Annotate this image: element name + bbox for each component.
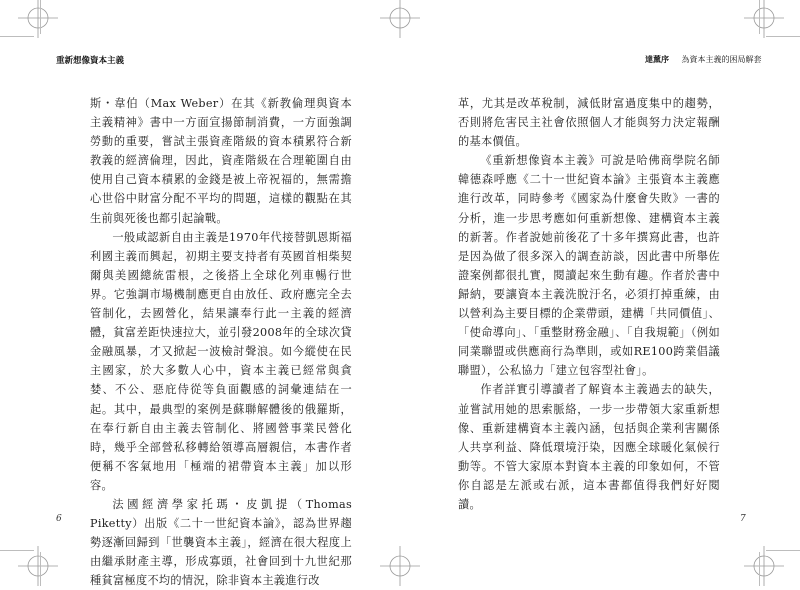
paragraph: 《重新想像資本主義》可說是哈佛商學院名師韓德森呼應《二十一世紀資本論》主張資本主義應進行改革，同時參考《國家為什麼會失敗》一書的分析，進一步思考應如何重新想像、建構資本主義的新著。作者說她前後花了十多年撰寫此書，也許是因為做了很多深入的調查訪談，因此書中所舉佐證案例都很扎實，閱讀起來生動有趣。作者於書中歸納，要讓資本主義洗脫汙名，必須打掉重練，由以營利為主要目標的企業帶頭，建構「共同價值」、「使命導向」、「重整財務金融」、「自我規範」（例如同業聯盟或供應商行為準則，或如RE100跨業倡議聯盟），公私協力「建立包容型社會」。 [458, 154, 720, 378]
paragraph: 革，尤其是改革稅制，減低財富過度集中的趨勢，否則將危害民主社會依照個人才能與努力決定報酬的基本價值。 [458, 97, 720, 149]
crop-mark [0, 36, 34, 37]
crop-mark [766, 36, 800, 37]
registration-mark-top-center-icon [380, 0, 420, 38]
crop-mark [766, 550, 800, 551]
crop-mark [759, 0, 760, 34]
running-head-chapter [645, 54, 762, 65]
running-head-author: 達薰序 [645, 55, 669, 64]
crop-mark [759, 552, 760, 586]
paragraph: 作者詳實引導讀者了解資本主義過去的缺失，並嘗試用她的思索脈絡，一步一步帶領大家重新想像、重新建構資本主義內涵，包括與企業利害關係人共享利益、降低環境汙染，因應全球暖化氣候行動等。不管大家原本對資本主義的印象如何，不管你自認是左派或右派，這本書都值得我們好好閱讀。 [458, 383, 720, 511]
paragraph: 斯・韋伯（Max Weber）在其《新教倫理與資本主義精神》書中一方面宣揚節制消費，一方面強調勞動的重要，嘗試主張資產階級的資本積累符合新教義的經濟倫理，因此，資產階級在合理範圍自由使用自己資本積累的金錢是被上帝祝福的，無需擔心世俗中財富分配不平均的問題，這樣的觀點在其生前與死後也都引起論戰。 [90, 97, 352, 225]
left-page-body [90, 94, 352, 590]
registration-mark-top-left-icon [18, 0, 58, 38]
crop-mark [0, 550, 34, 551]
paragraph: 一般咸認新自由主義是1970年代接替凱恩斯福利國主義而興起，初期主要支持者有英國首相柴契爾與美國總統雷根，之後搭上全球化列車暢行世界。它強調市場機制應更自由放任、政府應完全去管制化，去國營化，結果讓奉行此一主義的經濟體，貧富差距快速拉大，並引發2008年的全球次貸金融風暴，才又掀起一波檢討聲浪。如今縱使在民主國家，於大多數人心中，資本主義已經常與貪婪、不公、惡庇侍從等負面觀感的詞彙連結在一起。其中，最典型的案例是蘇聯解體後的俄羅斯，在奉行新自由主義去管制化、將國營事業民營化時，幾乎全部營私移轉給領導高層親信，本書作者便稱不客氣地用「極端的裙帶資本主義」加以形容。 [90, 230, 352, 492]
paragraph: 法國經濟學家托瑪・皮凱提（Thomas Piketty）出版《二十一世紀資本論》，認為世界趨勢逐漸回歸到「世襲資本主義」，經濟在很大程度上由繼承財產主導，形成寡頭，社會回到十九世紀那種貧富極度不均的情況，除非資本主義進行改 [90, 497, 352, 588]
crop-mark [40, 0, 41, 34]
right-page-body [458, 94, 720, 514]
registration-mark-bottom-center-icon [380, 546, 420, 586]
crop-mark [40, 552, 41, 586]
registration-mark-top-right-icon [744, 0, 784, 38]
page-number-left: 6 [56, 514, 62, 524]
registration-mark-bottom-right-icon [744, 546, 784, 586]
page-number-right: 7 [740, 514, 746, 524]
running-head-section-title: 為資本主義的困局解套 [681, 55, 762, 64]
registration-mark-bottom-left-icon [18, 546, 58, 586]
running-head-book-title: 重新想像資本主義 [56, 56, 125, 66]
